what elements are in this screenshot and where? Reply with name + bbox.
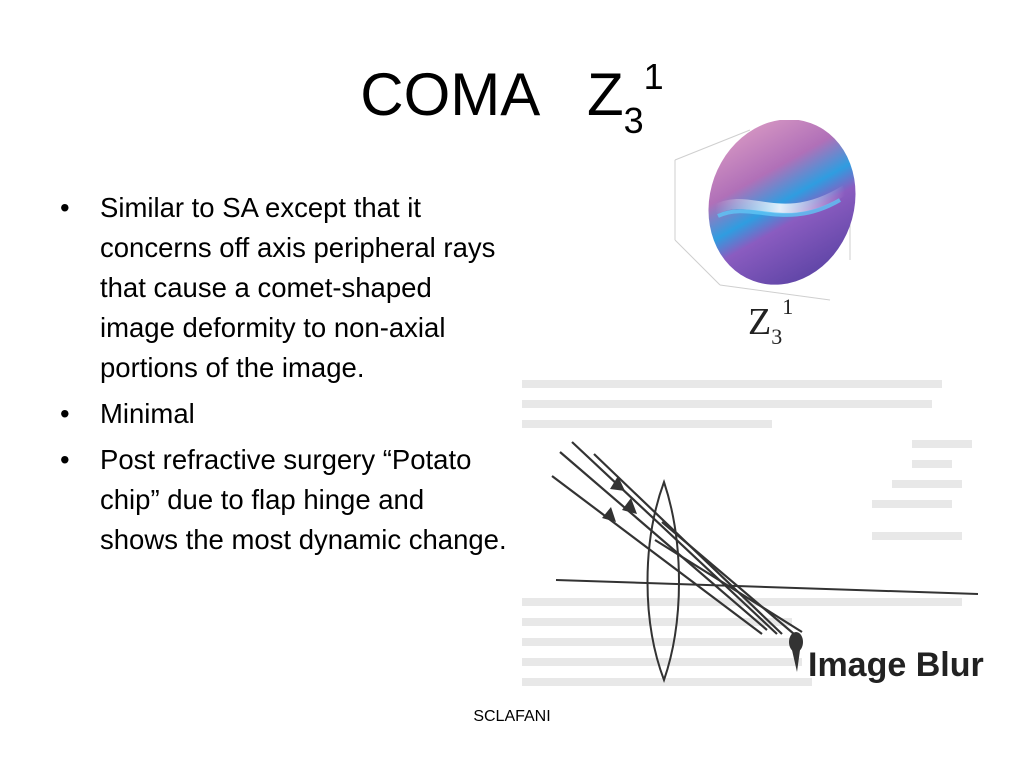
figure-label xyxy=(748,294,794,349)
optical-axis xyxy=(556,580,978,594)
bullet-item: • Minimal xyxy=(58,394,508,434)
title-main: COMA Z xyxy=(360,61,624,128)
bullet-item: • Similar to SA except that it concerns off axis peripheral rays that cause a comet-shaped image deformity to non-axial portions of the image. xyxy=(58,188,508,388)
bullet-item: • Post refractive surgery “Potato chip” due to flap hinge and shows the most dynamic change. xyxy=(58,440,508,560)
title-superscript: 1 xyxy=(643,56,664,97)
lens-shape xyxy=(648,482,680,680)
title-subscript: 3 xyxy=(623,100,644,141)
figure-label-superscript: 1 xyxy=(782,294,794,319)
coma-ray-diagram xyxy=(512,372,982,692)
figure-label-main: Z xyxy=(748,301,772,343)
slide-title xyxy=(0,56,1024,141)
footer-author: SCLAFANI xyxy=(473,708,551,725)
figure-label-subscript: 3 xyxy=(771,324,783,349)
bullet-list xyxy=(58,188,508,566)
image-blur-label: Image Blur xyxy=(808,646,984,684)
